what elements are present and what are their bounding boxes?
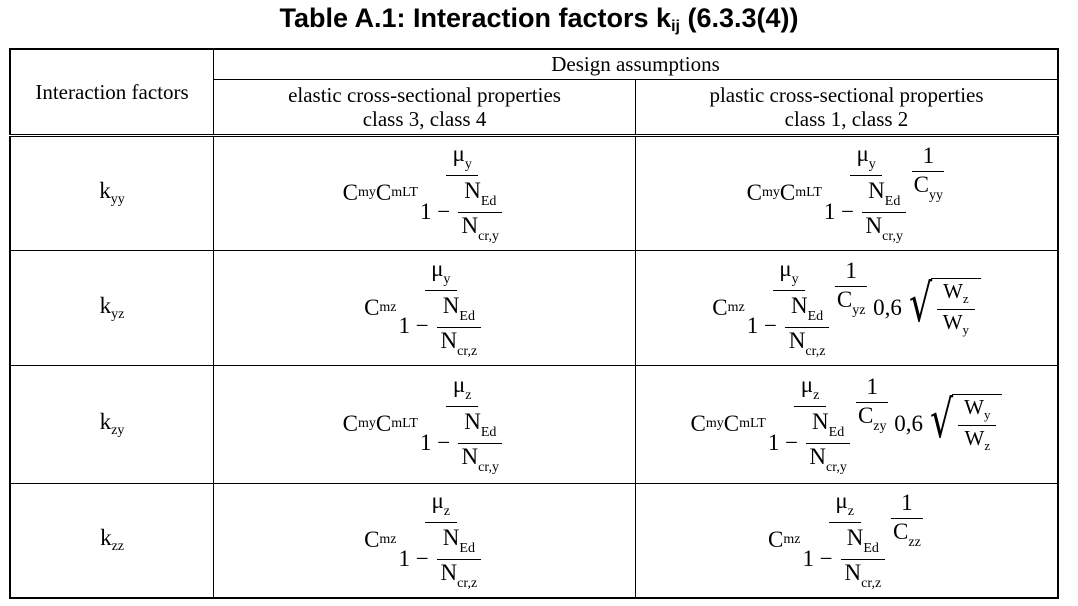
factor-kyz: $k_{yz}$ [10, 250, 214, 365]
factor-kzy: $k_{zy}$ [10, 365, 214, 483]
factor-kzz: $k_{zz}$ [10, 483, 214, 598]
table-title: Table A.1: Interaction factors $k_{ij}$ (6.3.3(4)) [279, 3, 799, 35]
table-row [10, 135, 1058, 250]
formula-kyz-elastic: C mz $\mu_y$ 1 − $\frac{N_{Ed}}{N_{cr,z}}$ [214, 250, 636, 365]
table-row [10, 483, 1058, 598]
header-interaction-factors: Interaction factors [10, 49, 214, 135]
formula-kzy-elastic: C my C mLT $\mu_z$ 1 − $\frac{N_{Ed}}{N_{cr,y}}$ [214, 365, 636, 483]
formula-kzz-elastic: C mz $\mu_z$ 1 − $\frac{N_{Ed}}{N_{cr,z}}$ [214, 483, 636, 598]
formula-kyy-elastic: C my C mLT $\mu_y$ 1 − $\frac{N_{Ed}}{N_{cr,y}}$ [214, 135, 636, 250]
formula-kzy-plastic: C my C mLT $\mu_z$ 1 − $\frac{N_{Ed}}{N_{cr,y}}$ $\frac{1}{C_{zy}}$ 0,6 √ $\frac{W_y}{W_z}$ [635, 365, 1058, 483]
formula-kyy-plastic: C my C mLT $\mu_y$ 1 − $\frac{N_{Ed}}{N_{cr,y}}$ $\frac{1}{C_{yy}}$ [635, 135, 1058, 250]
table-row [10, 365, 1058, 483]
header-plastic: plastic cross-sectional properties class 1, class 2 [635, 79, 1058, 135]
formula-kyz-plastic: C mz $\mu_y$ 1 − $\frac{N_{Ed}}{N_{cr,z}}$ $\frac{1}{C_{yz}}$ 0,6 √ $\frac{W_z}{W_y}$ [635, 250, 1058, 365]
header-elastic: elastic cross-sectional properties class 3, class 4 [214, 79, 636, 135]
header-design-assumptions: Design assumptions [214, 49, 1058, 79]
factor-kyy: $k_{yy}$ [10, 135, 214, 250]
table-row [10, 250, 1058, 365]
interaction-factors-table [9, 48, 1059, 599]
formula-kzz-plastic: C mz $\mu_z$ 1 − $\frac{N_{Ed}}{N_{cr,z}}$ $\frac{1}{C_{zz}}$ [635, 483, 1058, 598]
